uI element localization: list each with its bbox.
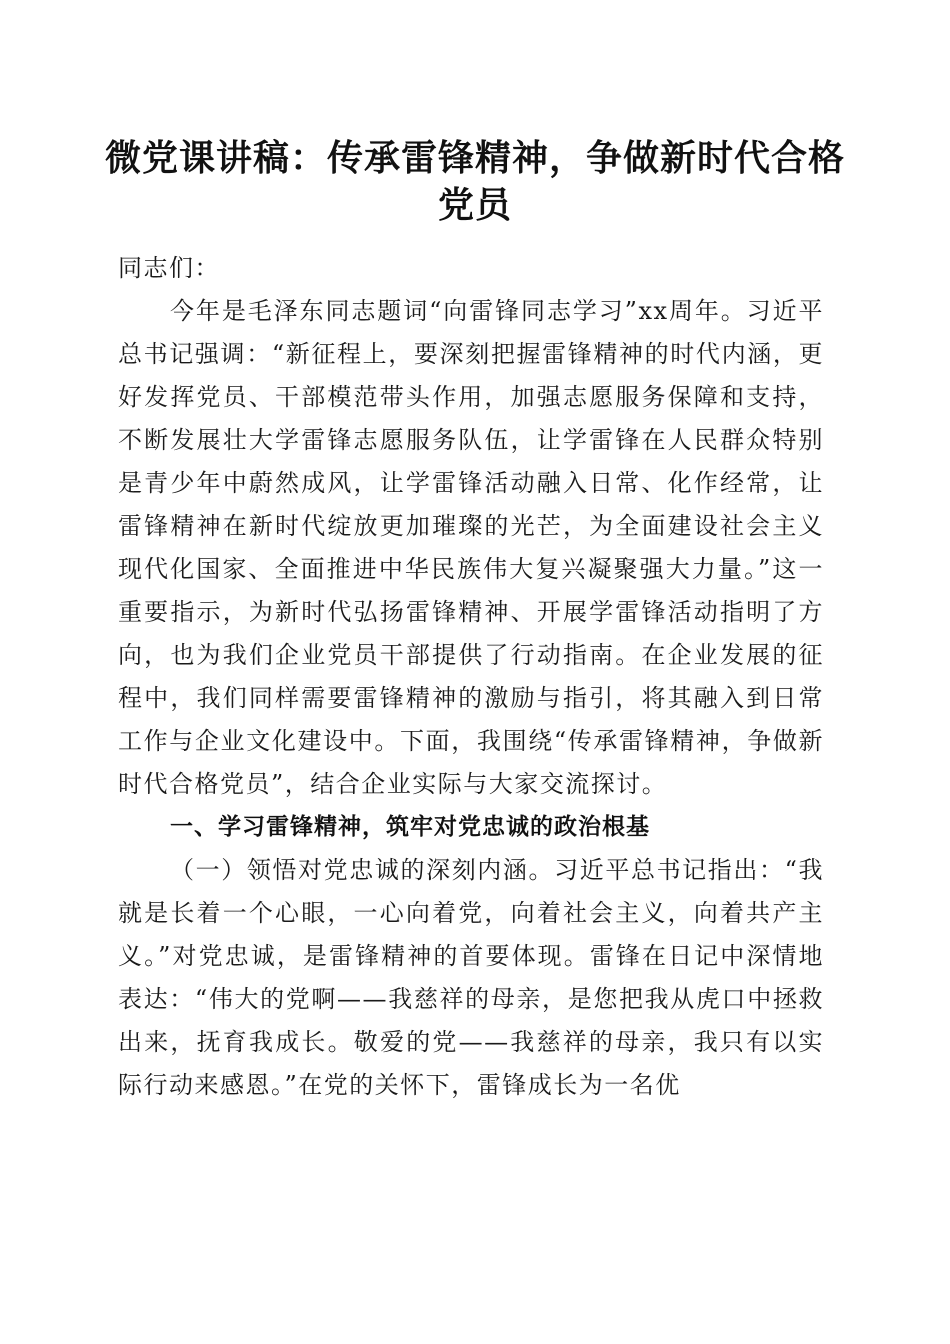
paragraph-intro: 今年是毛泽东同志题词“向雷锋同志学习”xx周年。习近平总书记强调：“新征程上，要深刻把握雷锋精神的时代内涵，更好发挥党员、干部模范带头作用，加强志愿服务保障和支持，不断发展壮大学雷锋志愿服务队伍，让学雷锋在人民群众特别是青少年中蔚然成风，让学雷锋活动融入日常、化作经常，让雷锋精神在新时代绽放更加璀璨的光芒，为全面建设社会主义现代化国家、全面推进中华民族伟大复兴凝聚强大力量。”这一重要指示，为新时代弘扬雷锋精神、开展学雷锋活动指明了方向，也为我们企业党员干部提供了行动指南。在企业发展的征程中，我们同样需要雷锋精神的激励与指引，将其融入到日常工作与企业文化建设中。下面，我围绕“传承雷锋精神，争做新时代合格党员”，结合企业实际与大家交流探讨。 [118,297,824,798]
title-line-1: 微党课讲稿：传承雷锋精神，争做新时代合格 [104,138,845,179]
document-title [100,135,850,229]
document-body [118,247,824,1107]
title-line-2: 党员 [437,185,512,226]
paragraph-section-1-1: （一）领悟对党忠诚的深刻内涵。习近平总书记指出：“我就是长着一个心眼，一心向着党，向着社会主义，向着共产主义。”对党忠诚，是雷锋精神的首要体现。雷锋在日记中深情地表达：“伟大的党啊——我慈祥的母亲，是您把我从虎口中拯救出来，抚育我成长。敬爱的党——我慈祥的母亲，我只有以实际行动来感恩。”在党的关怀下，雷锋成长为一名优 [118,856,824,1099]
salutation: 同志们： [118,254,220,282]
section-heading-1: 一、学习雷锋精神，筑牢对党忠诚的政治根基 [170,814,650,840]
